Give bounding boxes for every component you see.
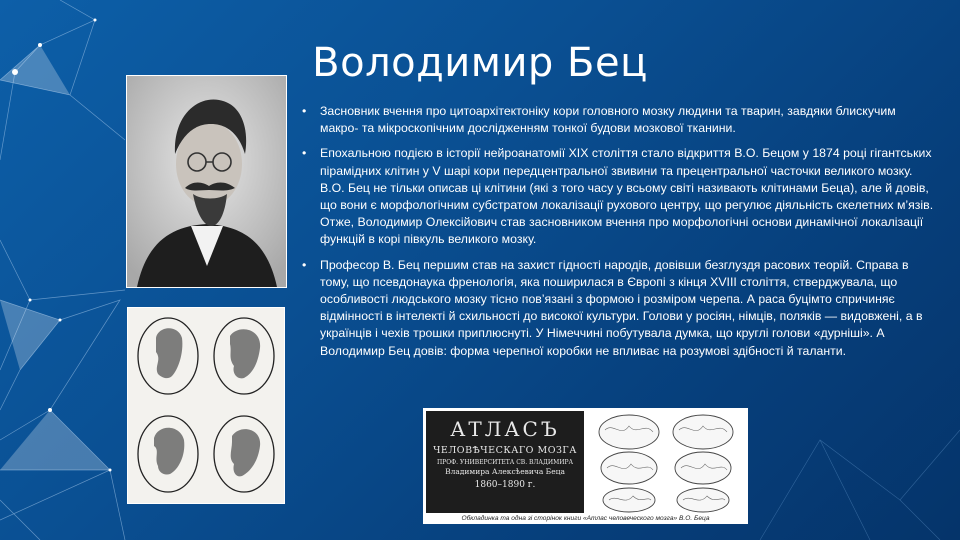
atlas-cover-years: 1860–1890 г. — [474, 480, 536, 490]
atlas-cover — [426, 411, 584, 513]
bullet-item — [302, 257, 934, 360]
atlas-cover-subtitle: ЧЕЛОВѢЧЕСКАГО МОЗГА — [433, 445, 577, 456]
bullet-text: Епохальною подією в історії нейроанатомії XIX століття стало відкриття В.О. Бецом у 1874 році гігантських пірамідних клітин у V шарі кори передцентральної звивини та прецентральної часточки великого мозку. В.О. Бец не тільки описав ці клітини (які з того часу у всьому світі називають клітинами Беца), але й довів, що вони є морфологічним субстратом локалізації рухового центру, що регулює діяльність скелетних м’язів. Отже, Володимир Олексійович став засновником вчення про морфологічні основи динамічної локалізації функцій в корі півкуль великого мозку. — [320, 146, 934, 247]
bullet-text: Засновник вчення про цитоархітектоніку кори головного мозку людини та тварин, завдяки блискучим макро- та мікроскопічним дослідженням тонкої будови мозкової тканини. — [320, 104, 896, 136]
atlas-book-image — [423, 408, 748, 524]
portrait-photo — [126, 75, 287, 288]
bullet-text: Професор В. Бец першим став на захист гідності народів, довівши безглуздя расових теорій. Справа в тому, що псевдонаука френологія, яка поширилася в Європі з кінця XVIII століття, стверджувала, що особливості людського мозку тісно пов’язані з формою і розміром черепа. А раса буцімто спричиняє відмінності в інтелекті й схильності до високої культури. Голови у росіян, німців, поляків — видовжені, а в українців і чехів трошки приплюснуті. У Німеччині побутувала думка, що круглі голови «дурніші». А Володимир Бец довів: форма черепної коробки не впливає на розумові здібності й таланти. — [320, 257, 923, 358]
bullet-marker: • — [302, 146, 307, 161]
atlas-cover-affiliation: ПРОФ. УНИВЕРСИТЕТА СВ. ВЛАДИМИРА — [436, 459, 574, 466]
skull-shapes-illustration — [127, 307, 285, 504]
atlas-cover-author: Владимира Алексѣевича Беца — [445, 467, 565, 476]
bullet-item — [302, 103, 934, 137]
slide-title: Володимир Бец — [312, 40, 648, 86]
brain-drawings — [589, 410, 745, 514]
bullet-item — [302, 145, 934, 248]
bullet-marker: • — [302, 257, 307, 272]
bullet-list — [302, 103, 934, 368]
atlas-cover-title: АТЛАСЪ — [450, 417, 560, 441]
bullet-marker: • — [302, 104, 307, 118]
atlas-caption: Обкладинка та одна зі сторінок книги «Атлас человеческого мозга» В.О. Беца — [461, 515, 710, 522]
